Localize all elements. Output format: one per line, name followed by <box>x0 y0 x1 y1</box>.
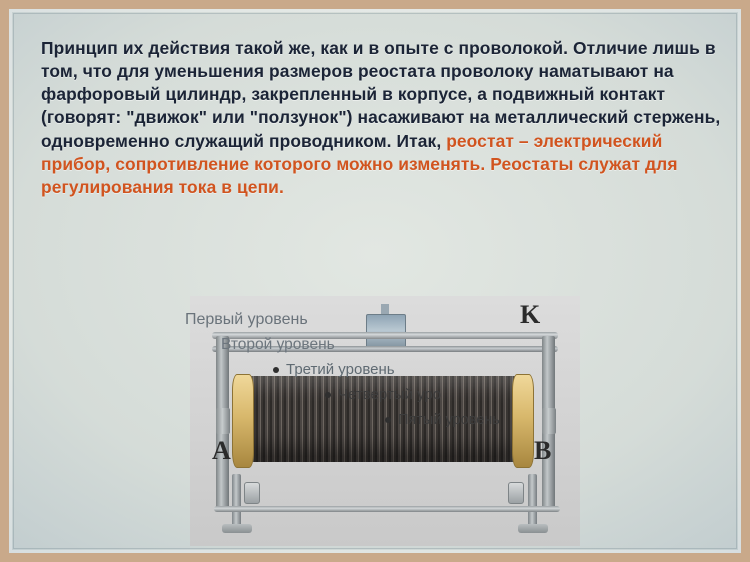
list-item[interactable] <box>185 307 585 332</box>
bullet-icon <box>385 417 391 423</box>
body-text-highlighted: реостат – электрический прибор, сопротивление которого можно изменять. Реостаты служат для регулирования тока в цепи. <box>41 130 678 197</box>
list-item[interactable] <box>185 332 585 357</box>
outline-item-label: Четвертый уро <box>338 386 442 403</box>
outline-item-label: Пятый уровень <box>398 411 500 428</box>
outline-placeholder[interactable] <box>185 307 585 432</box>
outline-item-label: Второй уровень <box>221 335 335 353</box>
terminal-left <box>244 482 260 504</box>
outline-item-label: Первый уровень <box>185 310 308 328</box>
label-a: A <box>212 436 231 465</box>
bullet-icon <box>273 367 279 373</box>
slide-body-text <box>41 37 731 199</box>
list-item[interactable] <box>185 407 585 432</box>
bullet-icon <box>325 392 331 398</box>
leg-right <box>528 474 537 528</box>
foot-right <box>518 524 548 533</box>
label-k: K <box>520 300 541 329</box>
foot-left <box>222 524 252 533</box>
list-item[interactable] <box>185 382 585 407</box>
outline-item-label: Третий уровень <box>286 361 395 378</box>
list-item[interactable] <box>185 357 585 382</box>
base-rail <box>214 506 560 512</box>
body-text-plain: Принцип их действия такой же, как и в опыте с проволокой. Отличие лишь в том, что для уменьшения размеров реостата проволоку наматывают на фарфоровый цилиндр, закрепленный в корпусе, а подвижный контакт (говорят: "движок" или "ползунок") насаживают на металлический стержень, одновременно служащий проводником. Итак, <box>41 38 721 151</box>
terminal-right <box>508 482 524 504</box>
leg-left <box>232 474 241 528</box>
label-b: B <box>534 436 552 465</box>
